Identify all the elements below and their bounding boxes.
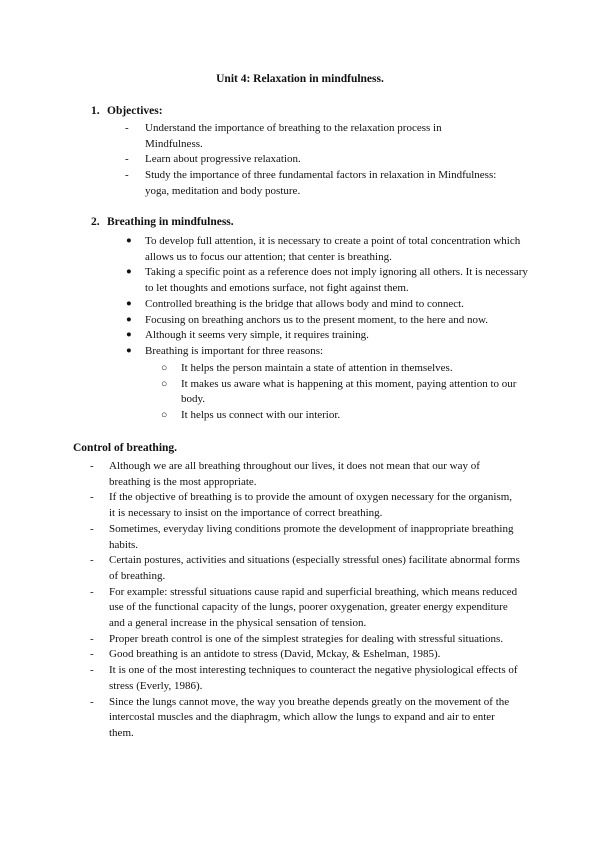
dash-marker: -	[125, 169, 129, 182]
section-heading: Breathing in mindfulness.	[107, 216, 234, 228]
bullet-icon: ●	[126, 330, 132, 341]
list-item: - If the objective of breathing is to provide the amount of oxygen necessary for the organism, it is necessary to insist on the importance of correct breathing.	[90, 491, 513, 520]
list-item: - Study the importance of three fundamental factors in relaxation in Mindfulness: yoga, meditation and body posture.	[125, 169, 497, 197]
list-item: - Certain postures, activities and situations (especially stressful ones) facilitate abnormal forms of breathing.	[90, 554, 520, 582]
list-item: ● Breathing is important for three reasons:	[145, 344, 530, 360]
list-item: ● To develop full attention, it is necessary to create a point of total concentration which allows us to focus our attention; that center is breathing.	[126, 235, 521, 263]
circle-bullet-icon: ○	[161, 378, 168, 390]
list-item: - Proper breath control is one of the simplest strategies for dealing with stressful situations.	[109, 632, 520, 648]
list-item: - Good breathing is an antidote to stress (David, Mckay, & Eshelman, 1985).	[109, 647, 520, 663]
bullet-icon: ●	[126, 314, 132, 325]
bullet-icon: ●	[126, 236, 132, 246]
objectives-list	[125, 121, 500, 200]
circle-bullet-icon: ○	[161, 363, 168, 374]
list-item: - Although we are all breathing throughout our lives, it does not mean that our way of breathing is the most appropriate.	[90, 460, 480, 488]
breathing-list	[126, 234, 530, 360]
list-item: - It is one of the most interesting techniques to counteract the negative physiological effects of stress (Everly, 1986).	[90, 664, 518, 692]
dash-marker: -	[125, 122, 129, 134]
dash-marker: -	[90, 554, 94, 567]
page-title: Unit 4: Relaxation in mindfulness.	[216, 73, 384, 85]
dash-marker: -	[90, 491, 94, 504]
list-item: - For example: stressful situations cause rapid and superficial breathing, which means reduced use of the functional capacity of the lungs, poorer oxygenation, greater energy expenditure and a general increase in the physical sensation of tension.	[90, 585, 518, 630]
dash-marker: -	[125, 153, 129, 166]
reasons-sublist	[161, 361, 521, 424]
list-item: ● Controlled breathing is the bridge that allows body and mind to connect.	[145, 297, 530, 313]
bullet-icon: ●	[126, 267, 132, 278]
section-number: 1.	[91, 105, 100, 117]
list-item: ● Focusing on breathing anchors us to the present moment, to the here and now.	[145, 313, 530, 329]
breathing-heading	[91, 215, 234, 231]
list-item: - Sometimes, everyday living conditions promote the development of inappropriate breathing habits.	[90, 522, 514, 551]
bullet-icon: ●	[126, 298, 132, 309]
list-item: ○ It helps the person maintain a state of attention in themselves.	[181, 361, 521, 377]
bullet-icon: ●	[126, 345, 132, 356]
dash-marker: -	[90, 522, 94, 535]
list-item: - Understand the importance of breathing to the relaxation process in Mindfulness.	[125, 122, 442, 150]
list-item: ● Although it seems very simple, it requires training.	[145, 328, 530, 344]
list-item: ○ It makes us aware what is happening at this moment, paying attention to our body.	[161, 377, 517, 406]
dash-marker: -	[90, 632, 94, 645]
dash-marker: -	[90, 648, 94, 661]
list-item: - Since the lungs cannot move, the way you breathe depends greatly on the movement of the intercostal muscles and the diaphragm, which allow the lungs to expand and air to enter them.	[90, 695, 510, 739]
section-number: 2.	[91, 216, 100, 228]
dash-marker: -	[90, 695, 94, 708]
dash-marker: -	[90, 664, 94, 677]
objectives-heading	[91, 104, 163, 120]
section-heading: Objectives:	[107, 105, 163, 117]
section-heading: Control of breathing.	[73, 442, 178, 454]
list-item: - Learn about progressive relaxation.	[145, 152, 500, 168]
list-item: ○ It helps us connect with our interior.	[181, 408, 521, 424]
dash-marker: -	[90, 460, 94, 472]
circle-bullet-icon: ○	[161, 410, 168, 422]
control-list	[90, 459, 520, 742]
control-heading	[73, 441, 177, 457]
dash-marker: -	[90, 585, 94, 598]
list-item: ● Taking a specific point as a reference does not imply ignoring all others. It is necessary to let thoughts and emotions surface, not fight against them.	[126, 266, 528, 295]
